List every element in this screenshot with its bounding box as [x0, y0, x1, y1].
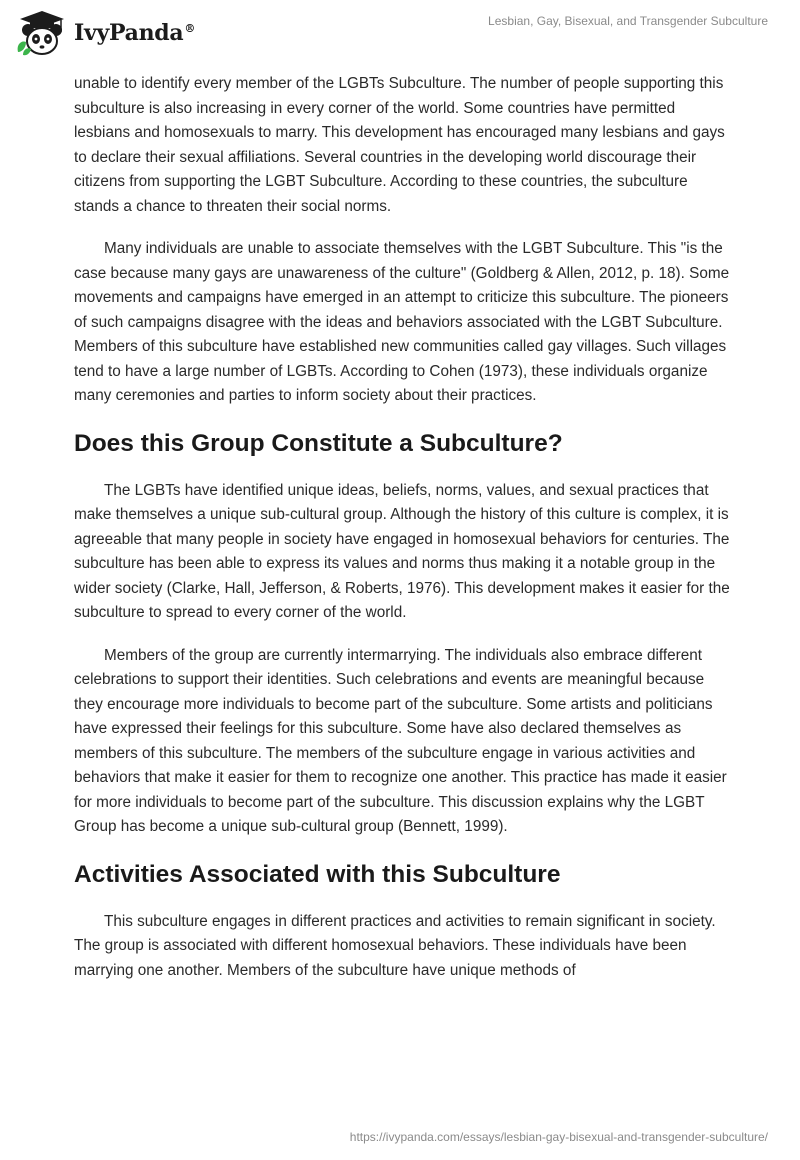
paragraph-2: Many individuals are unable to associate themselves with the LGBT Subculture. This "is the case because many gays are unawareness of the culture" (Goldberg & Allen, 2012, p. 18). Some movements and campaigns have emerged in an attempt to criticize this subculture. The pioneers of such campaigns disagree with the ideas and behaviors associated with the LGBT Subculture. Members of this subculture have established new communities called gay villages. Such villages tend to have a large number of LGBTs. According to Cohen (1973), these individuals organize many ceremonies and parties to inform society about their practices.	[74, 240, 730, 404]
paragraph-4: Members of the group are currently intermarrying. The individuals also embrace different celebrations to support their identities. Such celebrations and events are meaningful because they encourage more individuals to become part of the subculture. Some artists and politicians have expressed their feelings for this subculture. Some have also declared themselves as members of this subculture. The members of the subculture engage in various activities and behaviors that make it easier for them to recognize one another. This practice has made it easier for more individuals to become part of the subculture. This discussion explains why the LGBT Group has become a unique sub-cultural group (Bennett, 1999).	[74, 646, 727, 835]
brand-name: IvyPanda®	[74, 20, 196, 46]
paragraph-1: unable to identify every member of the LGBTs Subculture. The number of people supporting this subculture is also increasing in every corner of the world. Some countries have permitted lesbians and homosexuals to marry. This development has encouraged many lesbians and gays to declare their sexual affiliations. Several countries in the developing world discourage their citizens from supporting the LGBT Subculture. According to these countries, the subculture stands a chance to threaten their social norms.	[74, 75, 725, 215]
essay-body	[74, 72, 734, 1001]
paragraph-3: The LGBTs have identified unique ideas, beliefs, norms, values, and sexual practices that make themselves a unique sub-cultural group. Although the history of this culture is complex, it is agreeable that many people in society have engaged in homosexual behaviors for centuries. The subculture has been able to express its values and norms thus making it a notable group in the wider society (Clarke, Hall, Jefferson, & Roberts, 1976). This development makes it easier for the subculture to spread to every corner of the world.	[74, 481, 730, 621]
source-url[interactable]: https://ivypanda.com/essays/lesbian-gay-bisexual-and-transgender-subculture/	[349, 1130, 768, 1144]
panda-logo-icon	[14, 8, 70, 58]
ivypanda-logo[interactable]	[14, 8, 195, 58]
registered-mark: ®	[184, 21, 196, 35]
section-heading-activities: Activities Associated with this Subculture	[74, 860, 561, 888]
page-header	[0, 0, 800, 66]
section-heading-subculture: Does this Group Constitute a Subculture?	[74, 429, 563, 457]
paragraph-5: This subculture engages in different practices and activities to remain significant in society. The group is associated with different homosexual behaviors. These individuals have been marrying one another. Members of the subculture have unique methods of	[74, 912, 716, 979]
document-title: Lesbian, Gay, Bisexual, and Transgender Subculture	[488, 14, 768, 28]
